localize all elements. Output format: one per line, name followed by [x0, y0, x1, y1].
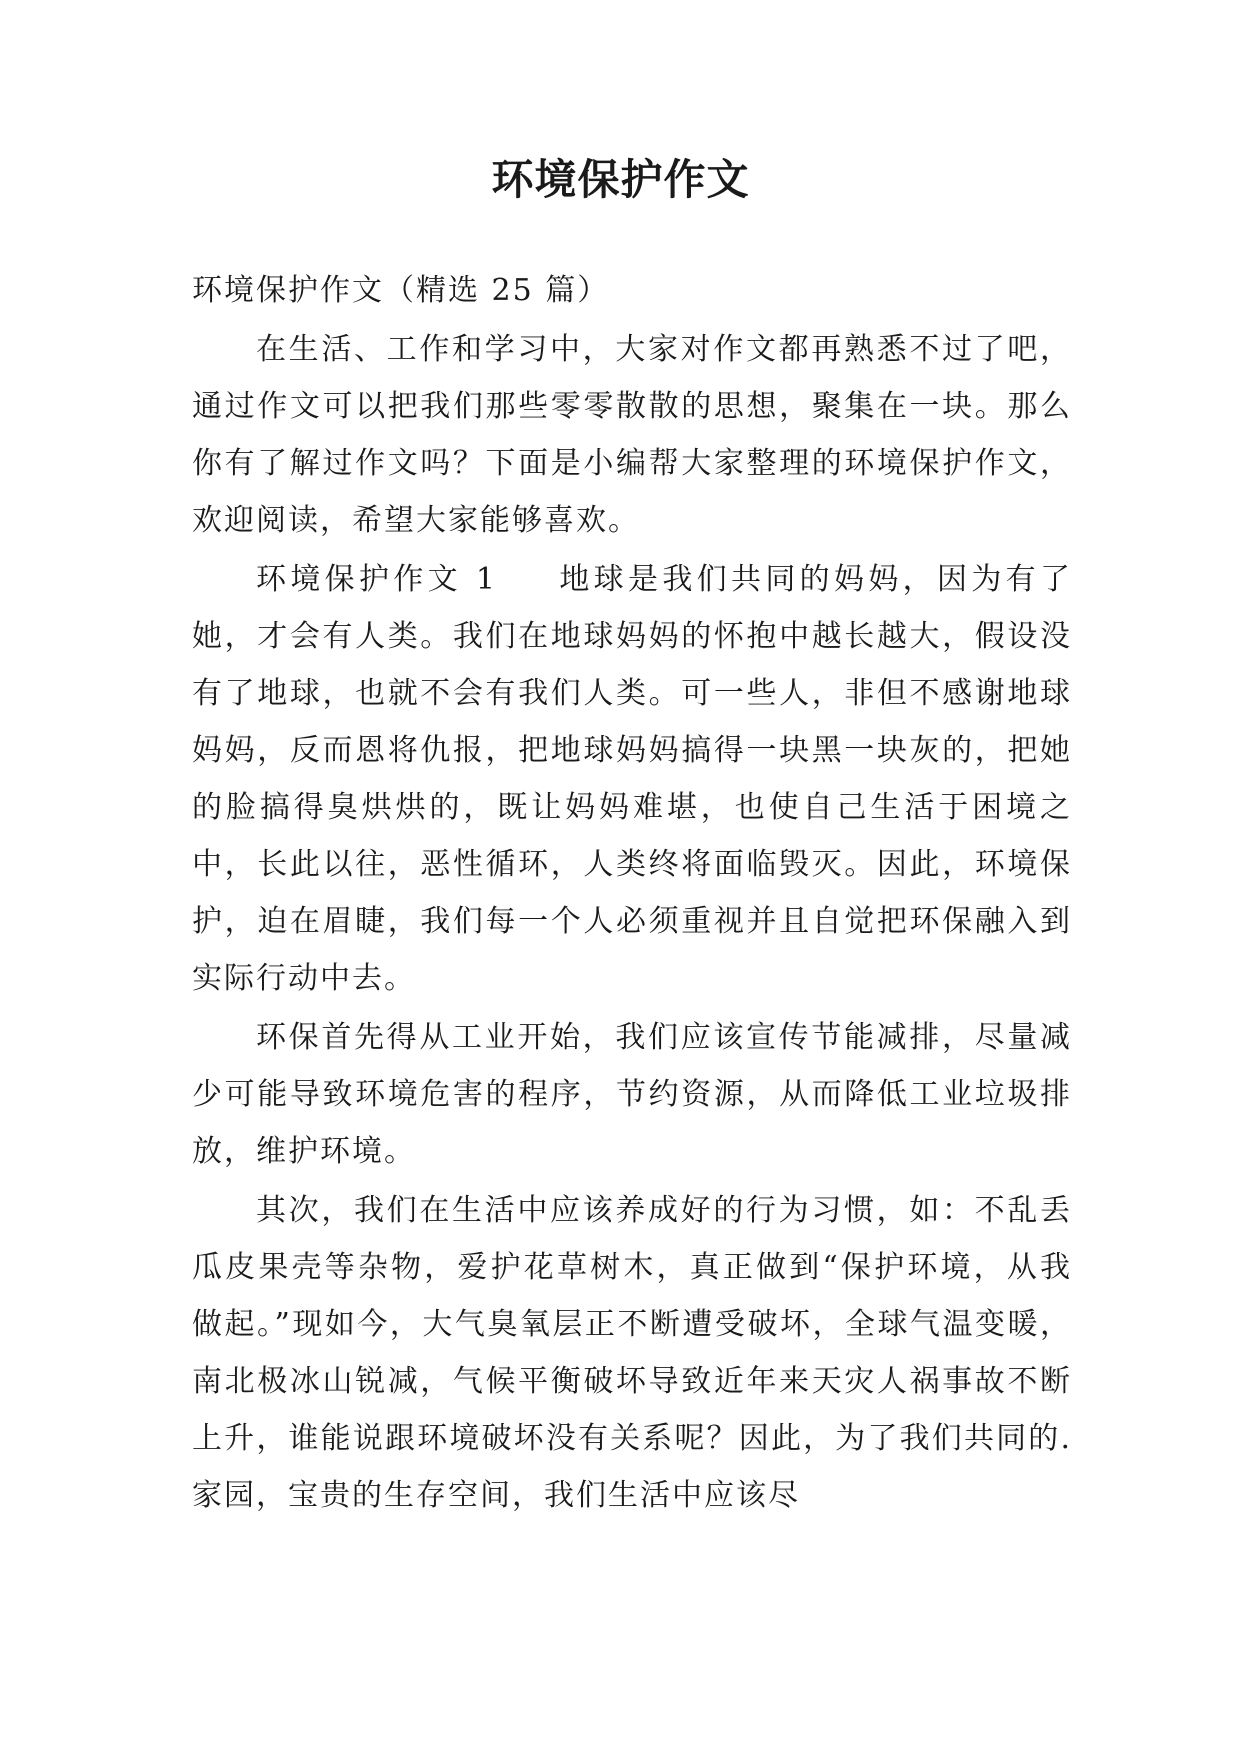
essay-1-paragraph-1-text: 地球是我们共同的妈妈，因为有了她，才会有人类。我们在地球妈妈的怀抱中越长越大，假设没有了地球，也就不会有我们人类。可一些人，非但不感谢地球妈妈，反而恩将仇报，把地球妈妈搞得一块黑一块灰的，把她的脸搞得臭烘烘的，既让妈妈难堪，也使自己生活于困境之中，长此以往，恶性循环，人类终将面临毁灭。因此，环境保护，迫在眉睫，我们每一个人必须重视并且自觉把环保融入到实际行动中去。 — [192, 562, 1073, 996]
intro-paragraph: 在生活、工作和学习中，大家对作文都再熟悉不过了吧，通过作文可以把我们那些零零散散的思想，聚集在一块。那么你有了解过作文吗？下面是小编帮大家整理的环境保护作文，欢迎阅读，希望大家能够喜欢。 — [192, 332, 1072, 538]
essay-1-paragraph-1 — [192, 551, 1072, 1007]
document-subtitle: 环境保护作文（精选 25 篇） — [192, 273, 610, 308]
document-body — [192, 262, 1072, 1524]
document-title: 环境保护作文 — [491, 155, 750, 204]
essay-1-paragraph-2: 环保首先得从工业开始，我们应该宣传节能减排，尽量减少可能导致环境危害的程序，节约资源，从而降低工业垃圾排放，维护环境。 — [192, 1020, 1072, 1169]
essay-1-heading: 环境保护作文 1 — [256, 562, 497, 597]
essay-1-paragraph-3: 其次，我们在生活中应该养成好的行为习惯，如：不乱丢瓜皮果壳等杂物，爱护花草树木，真正做到“保护环境，从我做起。”现如今，大气臭氧层正不断遭受破坏，全球气温变暖，南北极冰山锐减，气候平衡破坏导致近年来天灾人祸事故不断上升，谁能说跟环境破坏没有关系呢？因此，为了我们共同的.家园，宝贵的生存空间，我们生活中应该尽 — [192, 1193, 1072, 1513]
